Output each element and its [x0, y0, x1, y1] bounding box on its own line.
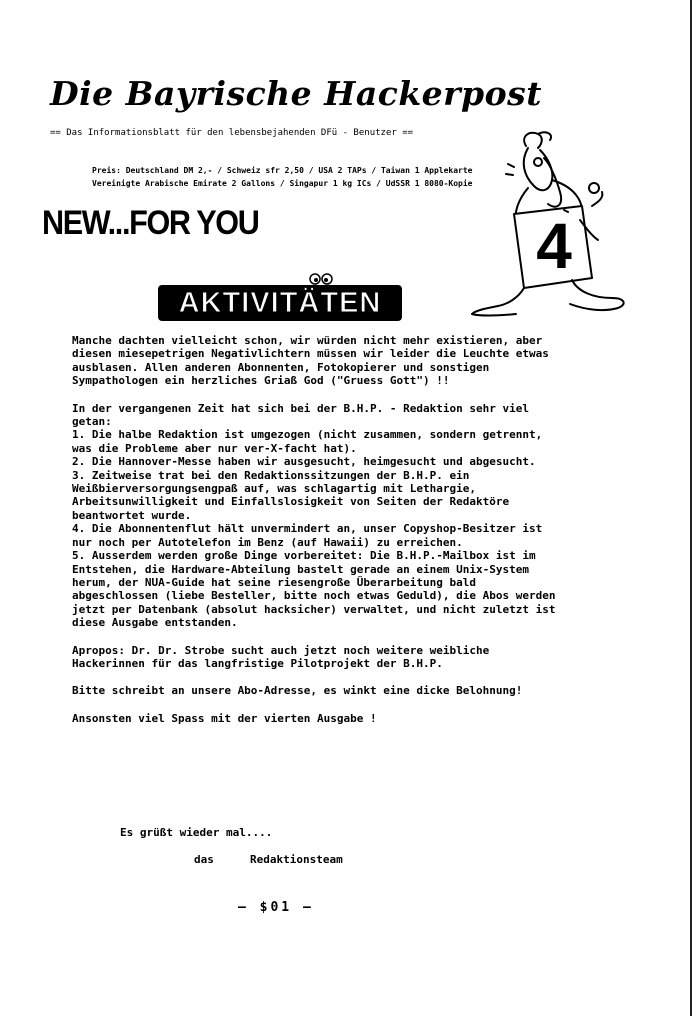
article-body: [72, 334, 562, 725]
masthead-title: Die Bayrische Hackerpost: [50, 74, 542, 113]
news-item-4: 4. Die Abonnentenflut hält unvermindert an, unser Copyshop-Besitzer ist nur noch per Autotelefon im Benz (auf Hawaii) zu erreichen.: [72, 522, 543, 549]
page-number: — $01 —: [238, 900, 314, 915]
page-edge-line: [690, 0, 692, 1016]
price-line-2: Vereinigte Arabische Emirate 2 Gallons / Singapur 1 kg ICs / UdSSR 1 8080-Kopie: [92, 179, 473, 188]
price-line-1: Preis: Deutschland DM 2,- / Schweiz sfr 2,50 / USA 2 TAPs / Taiwan 1 Applekarte: [92, 166, 473, 175]
news-item-5: 5. Ausserdem werden große Dinge vorbereitet: Die B.H.P.-Mailbox ist im Entstehen, die Hardware-Abteilung bastelt gerade an einem Unix-System herum, der NUA-Guide hat seine riesengroße Überarbeitung bald abgeschlossen (liebe Besteller, bitte noch etwas Geduld), die Abos werden jetzt per Datenbank (absolut hacksicher) verwaltet, und nicht zuletzt ist diese Ausgabe entstanden.: [72, 549, 556, 630]
tagline: NEW...FOR YOU: [42, 204, 259, 242]
paragraph-abo: Bitte schreibt an unsere Abo-Adresse, es winkt eine dicke Belohnung!: [72, 684, 523, 698]
paragraph-news-lead: In der vergangenen Zeit hat sich bei der B.H.P. - Redaktion sehr viel getan:: [72, 401, 529, 429]
headline-banner: [158, 285, 402, 323]
news-item-2: 2. Die Hannover-Messe haben wir ausgesucht, heimgesucht und abgesucht.: [72, 455, 536, 469]
paragraph-farewell: Ansonsten viel Spass mit der vierten Ausgabe !: [72, 711, 377, 725]
news-item-3: 3. Zeitweise trat bei den Redaktionssitzungen der B.H.P. ein Weißbierversorgungsengpaß auf, was schlagartig mit Lethargie, Arbeitsunwilligkeit und Einfallslosigkeit von Seiten der Redaktöre beantwortet wurde.: [72, 468, 510, 522]
headline: AKTIVITÄTEN: [158, 285, 402, 321]
closing-das: das: [194, 853, 214, 866]
issue-number: 4: [536, 210, 572, 282]
closing-greeting: Es grüßt wieder mal....: [120, 826, 273, 839]
subtitle: == Das Informationsblatt für den lebensbejahenden DFü - Benutzer ==: [50, 128, 414, 138]
paragraph-apropos: Apropos: Dr. Dr. Strobe sucht auch jetzt noch weitere weibliche Hackerinnen für das langfristige Pilotprojekt der B.H.P.: [72, 643, 490, 670]
eyes-doodle-icon: [308, 273, 334, 285]
price-block: [92, 164, 473, 190]
closing-signature: Redaktionsteam: [250, 853, 343, 866]
mascot-illustration: [468, 128, 633, 323]
paragraph-intro: Manche dachten vielleicht schon, wir würden nicht mehr existieren, aber diesen miesepetrigen Negativlichtern müssen wir leider die Leuchte etwas ausblasen. Allen anderen Abonnenten, Fotokopierer und sonstigen Sympathologen ein herzliches Griaß God ("Gruess Gott") !!: [72, 334, 549, 388]
news-item-1: 1. Die halbe Redaktion ist umgezogen (nicht zusammen, sondern getrennt, was die Probleme aber nur ver-X-facht hat).: [72, 428, 543, 455]
